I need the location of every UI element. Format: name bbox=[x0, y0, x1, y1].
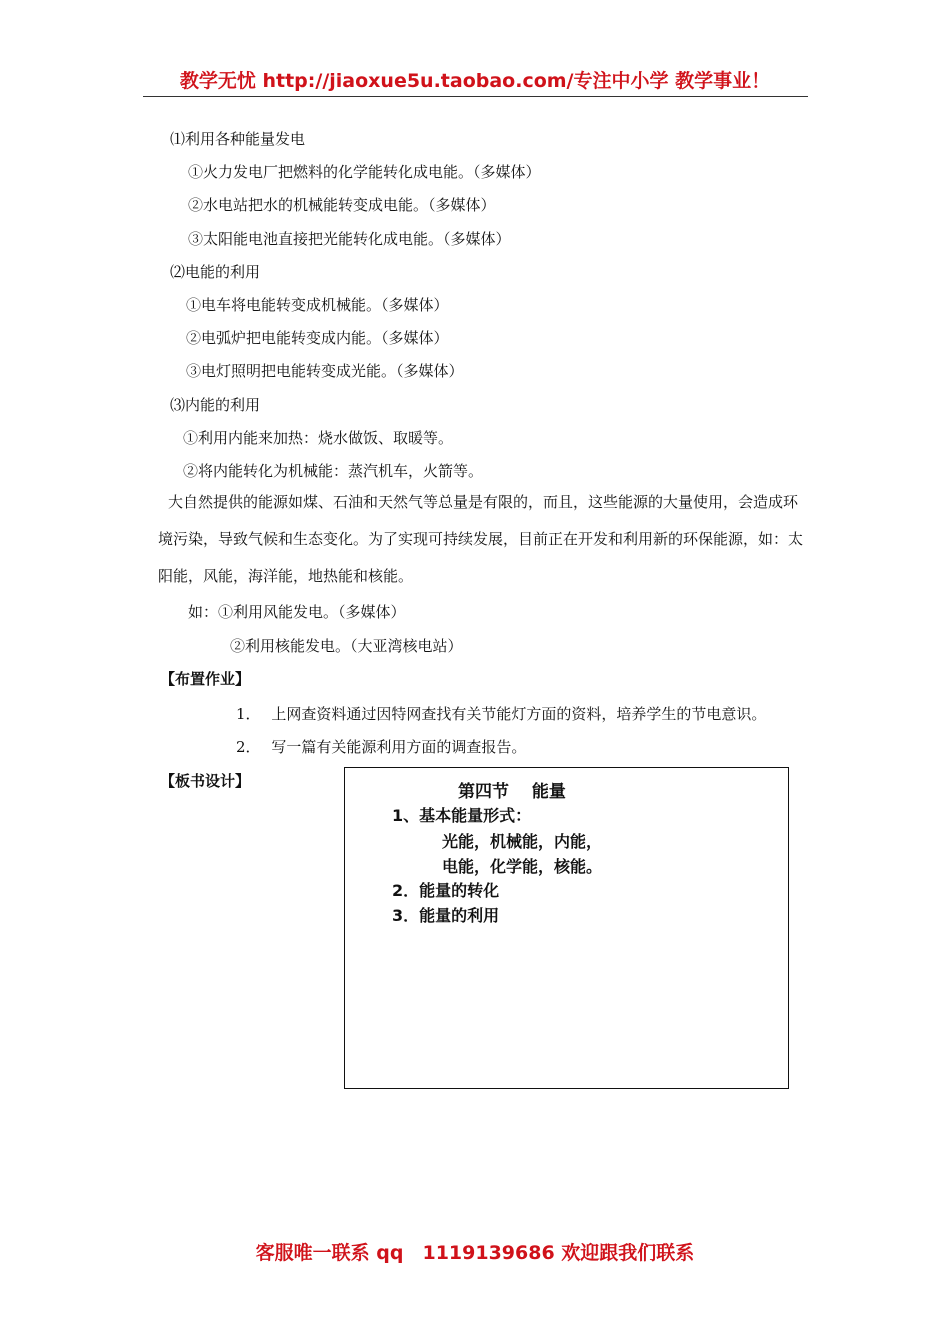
homework-item-number: 1． bbox=[236, 705, 261, 723]
board-line-1: 1、基本能量形式： bbox=[392, 806, 532, 825]
homework-item-text: 上网查资料通过因特网查找有关节能灯方面的资料，培养学生的节电意识。 bbox=[271, 705, 767, 723]
section-1-title: ⑴利用各种能量发电 bbox=[170, 130, 306, 148]
energy-paragraph: 大自然提供的能源如煤、石油和天然气等总量是有限的，而且，这些能源的大量使用，会造成环境污染，导致气候和生态变化。为了实现可持续发展，目前正在开发和利用新的环保能源，如：太阳能，风能，海洋能，地热能和核能。 bbox=[158, 493, 804, 585]
homework-item-1 bbox=[236, 703, 766, 724]
section-2-title: ⑵电能的利用 bbox=[170, 263, 261, 281]
board-line-2: 光能，机械能，内能， bbox=[442, 832, 603, 851]
homework-item-2 bbox=[236, 736, 526, 757]
board-heading: 【板书设计】 bbox=[160, 772, 251, 790]
page-header: 教学无忧 http://jiaoxue5u.taobao.com/专注中小学 教学事业！ bbox=[179, 70, 771, 92]
section-3-title: ⑶内能的利用 bbox=[170, 396, 261, 414]
example-1: 如：①利用风能发电。（多媒体） bbox=[188, 603, 406, 621]
section-1-item-2: ②水电站把水的机械能转变成电能。（多媒体） bbox=[188, 196, 496, 214]
page-footer: 客服唯一联系 qq 1119139686 欢迎跟我们联系 bbox=[255, 1242, 695, 1264]
board-design-box bbox=[344, 767, 789, 1089]
board-line-3: 电能，化学能，核能。 bbox=[442, 857, 603, 876]
section-2-item-2: ②电弧炉把电能转变成内能。（多媒体） bbox=[186, 329, 449, 347]
section-1-item-1: ①火力发电厂把燃料的化学能转化成电能。（多媒体） bbox=[188, 163, 541, 181]
section-2-item-3: ③电灯照明把电能转变成光能。（多媒体） bbox=[186, 362, 464, 380]
board-line-5: 3．能量的利用 bbox=[392, 906, 500, 925]
homework-item-text: 写一篇有关能源利用方面的调查报告。 bbox=[271, 738, 527, 756]
header-divider bbox=[143, 96, 808, 97]
example-2: ②利用核能发电。（大亚湾核电站） bbox=[230, 637, 463, 655]
homework-item-number: 2． bbox=[236, 738, 261, 756]
board-line-4: 2．能量的转化 bbox=[392, 881, 500, 900]
homework-heading: 【布置作业】 bbox=[160, 670, 251, 688]
section-3-item-2: ②将内能转化为机械能：蒸汽机车，火箭等。 bbox=[183, 462, 484, 480]
board-title: 第四节 能量 bbox=[458, 782, 566, 802]
section-3-item-1: ①利用内能来加热：烧水做饭、取暖等。 bbox=[183, 429, 454, 447]
section-1-item-3: ③太阳能电池直接把光能转化成电能。（多媒体） bbox=[188, 230, 511, 248]
section-2-item-1: ①电车将电能转变成机械能。（多媒体） bbox=[186, 296, 449, 314]
